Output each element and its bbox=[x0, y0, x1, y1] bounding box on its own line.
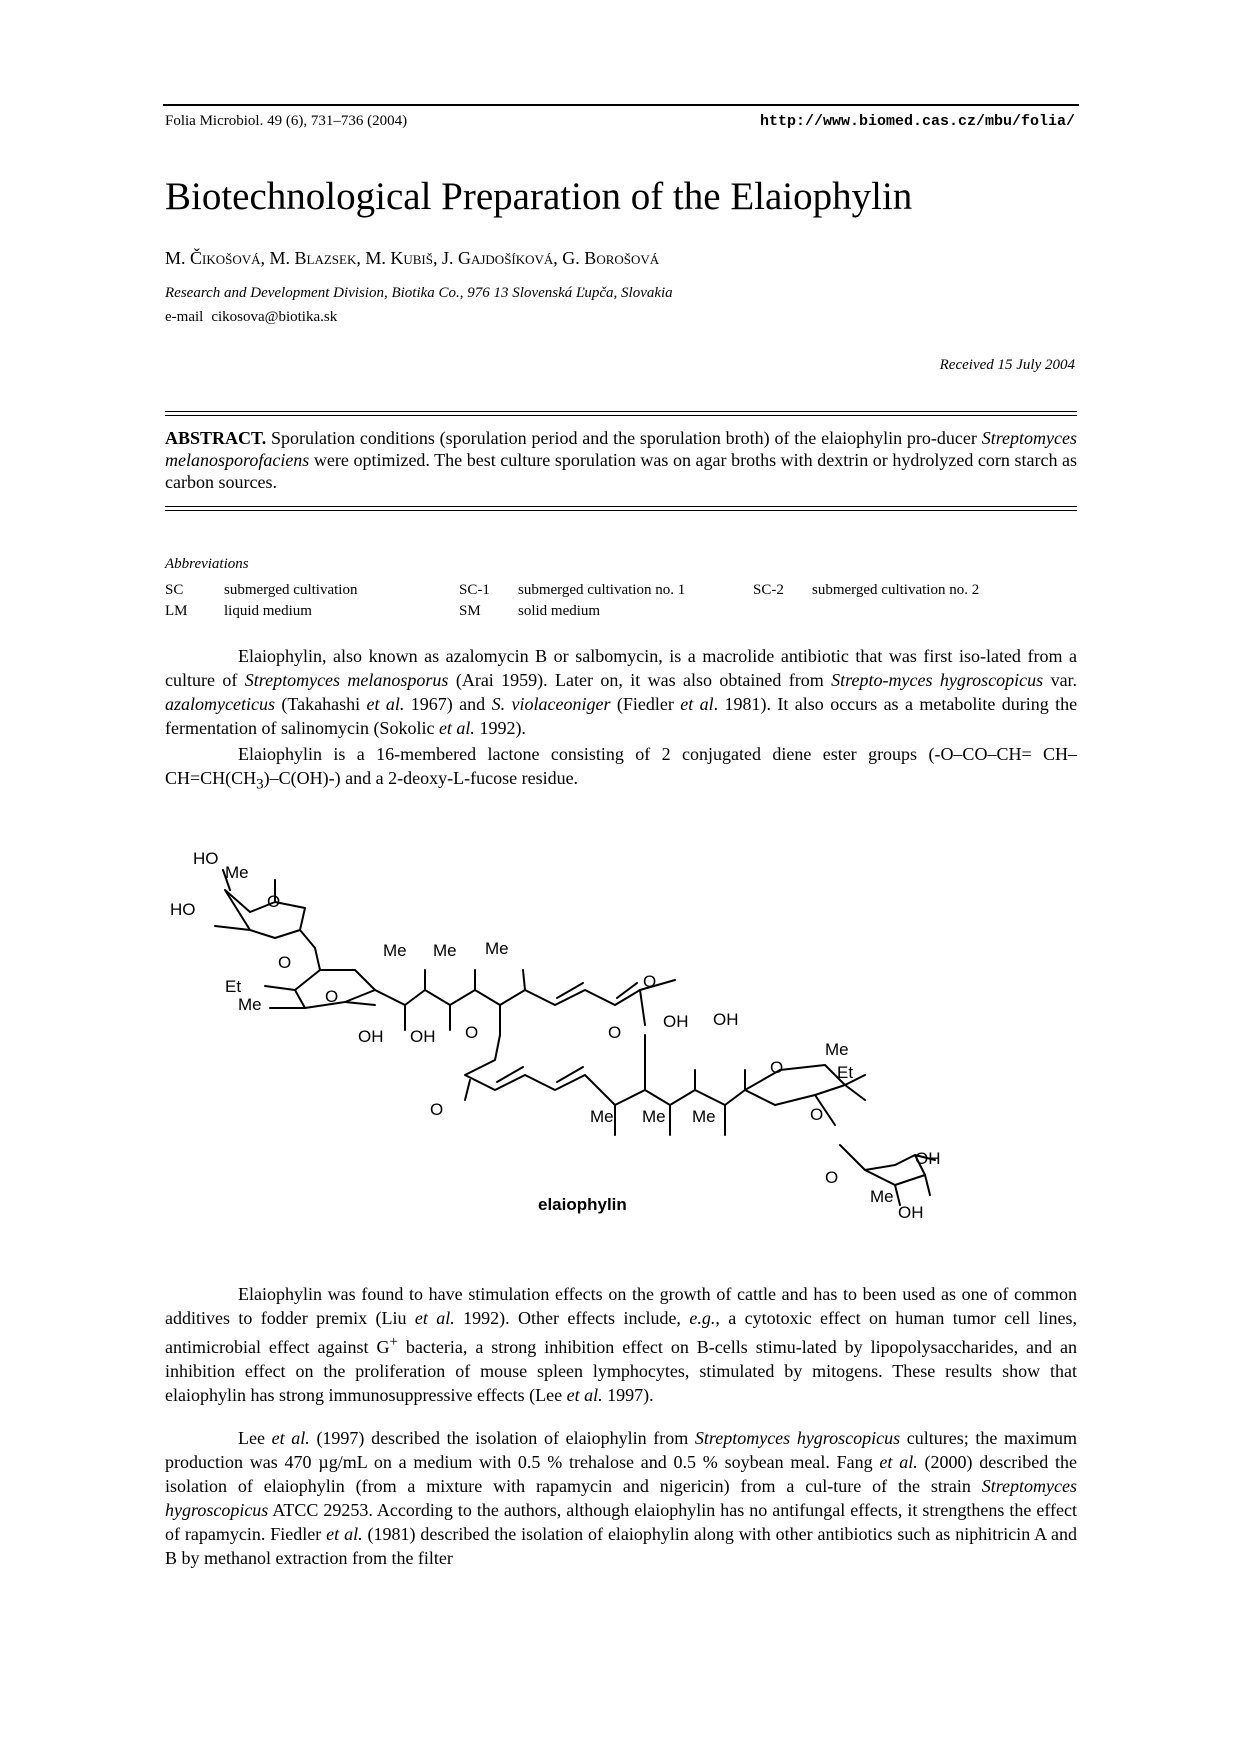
article-title: Biotechnological Preparation of the Elaiophylin bbox=[165, 175, 913, 218]
abstract-bottom-rule bbox=[165, 506, 1077, 511]
journal-url[interactable]: http://www.biomed.cas.cz/mbu/folia/ bbox=[759, 113, 1075, 130]
label-o: O bbox=[608, 1023, 622, 1042]
figure-caption: elaiophylin bbox=[538, 1195, 627, 1214]
structure-drawing bbox=[165, 830, 1077, 1250]
label-o: O bbox=[770, 1058, 784, 1077]
received-date: Received 15 July 2004 bbox=[939, 357, 1075, 373]
label-o: O bbox=[325, 987, 339, 1006]
elaiophylin-structure bbox=[165, 830, 1077, 1250]
label-et: Et bbox=[837, 1063, 854, 1082]
label-me: Me bbox=[590, 1107, 614, 1126]
author-list: M. Čikošová, M. Blazsek, M. Kubiš, J. Gajdošíková, G. Borošová bbox=[165, 248, 660, 268]
header-rule bbox=[163, 104, 1079, 106]
journal-citation: Folia Microbiol. 49 (6), 731–736 (2004) bbox=[165, 113, 408, 129]
abstract-label: ABSTRACT. bbox=[165, 428, 267, 448]
paragraph-1: Elaiophylin, also known as azalomycin B or salbomycin, is a macrolide antibiotic that was first iso-lated from a culture of Streptomyces melanosporus (Arai 1959). Later on, it was also obtained from Strepto-myces hygroscopicus var. azalomyceticus (Takahashi et al. 1967) and S. violaceoniger (Fiedler et al. 1981). It also occurs as a metabolite during the fermentation of salinomycin (Sokolic et al. 1992). bbox=[165, 646, 1078, 738]
label-me: Me bbox=[238, 995, 262, 1014]
label-me: Me bbox=[383, 941, 407, 960]
label-oh: OH bbox=[898, 1203, 924, 1222]
paragraph-3: Elaiophylin was found to have stimulation effects on the growth of cattle and has to been used as one of common additives to fodder premix (Liu et al. 1992). Other effects include, e.g., a cytotoxic effect on human tumor cell lines, antimicrobial effect against G+ bacteria, a strong inhibition effect on B-cells stimu-lated by lipopolysaccharides, and an inhibition effect on the proliferation of mouse spleen lymphocytes, stimulated by mitogens. These results show that elaiophylin has strong immunosuppressive effects (Lee et al. 1997). bbox=[165, 1284, 1078, 1405]
label-oh: OH bbox=[915, 1149, 941, 1168]
paragraph-2: Elaiophylin is a 16-membered lactone consisting of 2 conjugated diene ester groups $(-O-CO-CH= CH-CH=CH(CH_3)-C(OH)-)$ and a 2-deoxy-L-fucose residue. bbox=[165, 744, 1077, 793]
email-line bbox=[165, 309, 337, 326]
label-me: Me bbox=[825, 1040, 849, 1059]
label-o: O bbox=[267, 892, 281, 911]
label-oh: OH bbox=[663, 1012, 689, 1031]
label-me: Me bbox=[433, 941, 457, 960]
label-o: O bbox=[825, 1168, 839, 1187]
label-me: Me bbox=[870, 1187, 894, 1206]
label-oh: OH bbox=[713, 1010, 739, 1029]
abbreviations-title: Abbreviations bbox=[165, 556, 249, 572]
label-o: O bbox=[643, 972, 657, 991]
abstract: ABSTRACT. Sporulation conditions (sporulation period and the sporulation broth) of the elaiophylin pro-ducer Streptomyces melanosporofaciens were optimized. The best culture sporulation was on agar broths with dextrin or hydrolyzed corn starch as carbon sources. bbox=[165, 428, 1078, 492]
label-me: Me bbox=[642, 1107, 666, 1126]
label-oh: OH bbox=[358, 1027, 384, 1046]
email-address[interactable]: cikosova@biotika.sk bbox=[211, 309, 338, 325]
label-o: O bbox=[278, 953, 292, 972]
label-ho: HO bbox=[193, 849, 219, 868]
paragraph-4: Lee et al. (1997) described the isolation of elaiophylin from Streptomyces hygroscopicus cultures; the maximum production was 470 µg/mL on a medium with 0.5 % trehalose and 0.5 % soybean meal. Fang et al. (2000) described the isolation of elaiophylin (from a mixture with rapamycin and nigericin) from a cul-ture of the strain Streptomyces hygroscopicus ATCC 29253. According to the authors, although elaiophylin has no antifungal effects, it strengthens the effect of rapamycin. Fiedler et al. (1981) described the isolation of elaiophylin along with other antibiotics such as niphitricin A and B by methanol extraction from the filter bbox=[165, 1428, 1078, 1568]
label-me: Me bbox=[692, 1107, 716, 1126]
label-me: Me bbox=[485, 939, 509, 958]
affiliation: Research and Development Division, Biotika Co., 976 13 Slovenská Ľupča, Slovakia bbox=[165, 285, 673, 301]
label-o: O bbox=[810, 1105, 824, 1124]
abstract-top-rule bbox=[165, 411, 1077, 416]
label-o: O bbox=[430, 1100, 444, 1119]
label-ho: HO bbox=[170, 900, 196, 919]
email-label: e-mail bbox=[165, 309, 204, 325]
label-o: O bbox=[465, 1023, 479, 1042]
label-et: Et bbox=[225, 977, 242, 996]
label-me: Me bbox=[225, 863, 249, 882]
label-oh: OH bbox=[410, 1027, 436, 1046]
